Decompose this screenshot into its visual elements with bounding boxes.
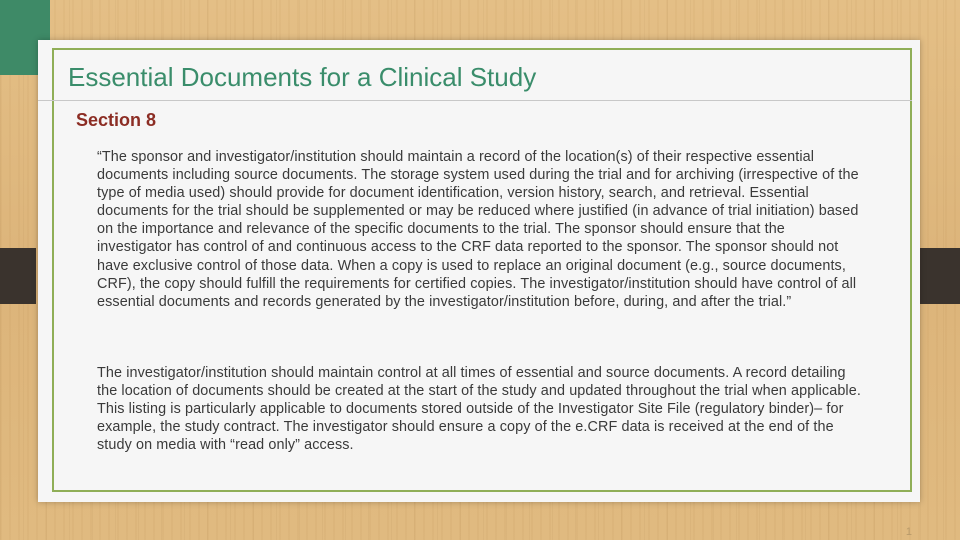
guidance-paragraph: The investigator/institution should maintain control at all times of essential and source documents. A record detailing the location of documents should be created at the start of the study and updated throughout the trial when applicable. This listing is particularly applicable to documents stored outside of the Investigator Site File (regulatory binder)– for example, the study contract. The investigator should ensure a copy of the e.CRF data is received at the end of the study on media with “read only” access.	[97, 365, 861, 454]
title-divider	[38, 100, 912, 101]
section-heading: Section 8	[76, 110, 157, 130]
page-number: 1	[905, 526, 912, 538]
left-side-tab	[0, 248, 36, 304]
slide-title: Essential Documents for a Clinical Study	[68, 62, 537, 92]
quote-paragraph: “The sponsor and investigator/institution should maintain a record of the location(s) of their respective essential documents including source documents. The storage system used during the trial and for archiving (irrespective of the type of media used) should provide for document identification, version history, search, and retrieval. Essential documents for the trial should be supplemented or may be reduced where justified (in advance of trial initiation) based on the importance and relevance of the specific documents to the trial. The sponsor should ensure that the investigator has control of and continuous access to the CRF data reported to the sponsor. The sponsor should not have exclusive control of those data. When a copy is used to replace an original document (e.g., source documents, CRF), the copy should fulfill the requirements for certified copies. The investigator/institution should have control of all essential documents and records generated by the investigator/institution before, during, and after the trial.”	[97, 149, 859, 310]
